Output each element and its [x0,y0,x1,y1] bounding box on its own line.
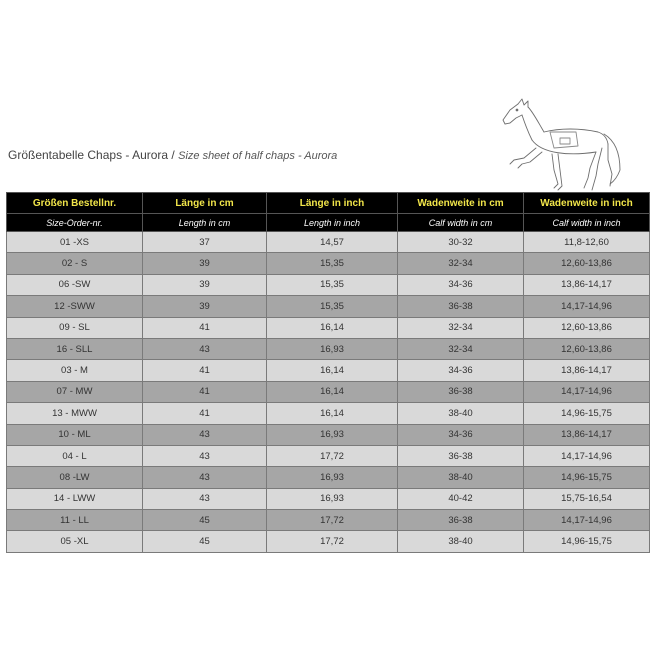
cell-length-cm: 43 [143,445,267,466]
cell-length-cm: 41 [143,317,267,338]
header-calf-inch: Wadenweite in inch [524,193,650,214]
cell-size: 10 - ML [7,424,143,445]
cell-length-inch: 16,14 [267,381,398,402]
cell-calf-inch: 13,86-14,17 [524,274,650,295]
cell-calf-cm: 34-36 [398,424,524,445]
cell-length-cm: 43 [143,424,267,445]
cell-calf-inch: 14,17-14,96 [524,296,650,317]
table-row [7,381,650,402]
cell-length-cm: 41 [143,403,267,424]
cell-length-cm: 43 [143,338,267,359]
table-row [7,274,650,295]
title-sub: Size sheet of half chaps - Aurora [178,150,338,162]
cell-length-inch: 16,14 [267,403,398,424]
cell-size: 09 - SL [7,317,143,338]
header-length-cm: Länge in cm [143,193,267,214]
cell-calf-cm: 36-38 [398,381,524,402]
cell-size: 02 - S [7,253,143,274]
cell-calf-cm: 36-38 [398,510,524,531]
cell-size: 14 - LWW [7,488,143,509]
cell-calf-inch: 14,17-14,96 [524,445,650,466]
cell-length-cm: 43 [143,488,267,509]
cell-length-inch: 14,57 [267,232,398,253]
subheader-length-cm: Length in cm [143,214,267,232]
cell-size: 05 -XL [7,531,143,552]
table-row [7,338,650,359]
header-row-de [7,193,650,214]
cell-length-cm: 43 [143,467,267,488]
subheader-calf-cm: Calf width in cm [398,214,524,232]
cell-size: 07 - MW [7,381,143,402]
cell-length-inch: 16,93 [267,467,398,488]
cell-length-cm: 39 [143,274,267,295]
cell-calf-inch: 12,60-13,86 [524,317,650,338]
cell-length-inch: 16,93 [267,424,398,445]
table-row [7,488,650,509]
cell-length-inch: 16,14 [267,360,398,381]
cell-calf-cm: 32-34 [398,253,524,274]
size-table [6,192,650,553]
table-row [7,296,650,317]
cell-calf-inch: 11,8-12,60 [524,232,650,253]
cell-length-inch: 17,72 [267,510,398,531]
cell-size: 11 - LL [7,510,143,531]
table-row [7,510,650,531]
cell-length-cm: 39 [143,296,267,317]
header-size-order: Größen Bestellnr. [7,193,143,214]
header-row-en [7,214,650,232]
cell-calf-cm: 38-40 [398,467,524,488]
cell-calf-inch: 14,96-15,75 [524,467,650,488]
cell-size: 04 - L [7,445,143,466]
cell-length-inch: 17,72 [267,445,398,466]
subheader-length-inch: Length in inch [267,214,398,232]
cell-length-inch: 15,35 [267,253,398,274]
cell-size: 01 -XS [7,232,143,253]
cell-calf-inch: 15,75-16,54 [524,488,650,509]
cell-calf-inch: 14,96-15,75 [524,403,650,424]
horse-icon [500,98,630,193]
cell-calf-inch: 14,17-14,96 [524,381,650,402]
cell-length-inch: 16,93 [267,338,398,359]
cell-calf-inch: 13,86-14,17 [524,360,650,381]
cell-length-inch: 17,72 [267,531,398,552]
cell-size: 08 -LW [7,467,143,488]
cell-size: 16 - SLL [7,338,143,359]
cell-length-cm: 41 [143,381,267,402]
subheader-size-order: Size-Order-nr. [7,214,143,232]
header-calf-cm: Wadenweite in cm [398,193,524,214]
cell-calf-cm: 34-36 [398,274,524,295]
cell-calf-inch: 14,96-15,75 [524,531,650,552]
table-row [7,253,650,274]
cell-calf-inch: 12,60-13,86 [524,253,650,274]
cell-calf-inch: 12,60-13,86 [524,338,650,359]
cell-length-cm: 37 [143,232,267,253]
cell-calf-cm: 38-40 [398,403,524,424]
cell-calf-inch: 13,86-14,17 [524,424,650,445]
table-row [7,467,650,488]
cell-length-cm: 45 [143,531,267,552]
cell-calf-cm: 32-34 [398,338,524,359]
cell-length-inch: 16,93 [267,488,398,509]
cell-length-inch: 15,35 [267,274,398,295]
cell-calf-cm: 36-38 [398,296,524,317]
cell-length-cm: 39 [143,253,267,274]
cell-size: 13 - MWW [7,403,143,424]
table-row [7,317,650,338]
cell-length-inch: 15,35 [267,296,398,317]
header-length-inch: Länge in inch [267,193,398,214]
table-row [7,232,650,253]
cell-calf-cm: 32-34 [398,317,524,338]
cell-size: 03 - M [7,360,143,381]
cell-size: 12 -SWW [7,296,143,317]
subheader-calf-inch: Calf width in inch [524,214,650,232]
cell-calf-cm: 40-42 [398,488,524,509]
page-title [8,148,337,162]
cell-calf-inch: 14,17-14,96 [524,510,650,531]
table-row [7,360,650,381]
table-row [7,403,650,424]
table-row [7,531,650,552]
cell-calf-cm: 34-36 [398,360,524,381]
cell-calf-cm: 30-32 [398,232,524,253]
title-main: Größentabelle Chaps - Aurora / [8,148,175,162]
cell-calf-cm: 36-38 [398,445,524,466]
table-row [7,424,650,445]
cell-length-inch: 16,14 [267,317,398,338]
cell-calf-cm: 38-40 [398,531,524,552]
cell-length-cm: 45 [143,510,267,531]
table-row [7,445,650,466]
cell-length-cm: 41 [143,360,267,381]
cell-size: 06 -SW [7,274,143,295]
